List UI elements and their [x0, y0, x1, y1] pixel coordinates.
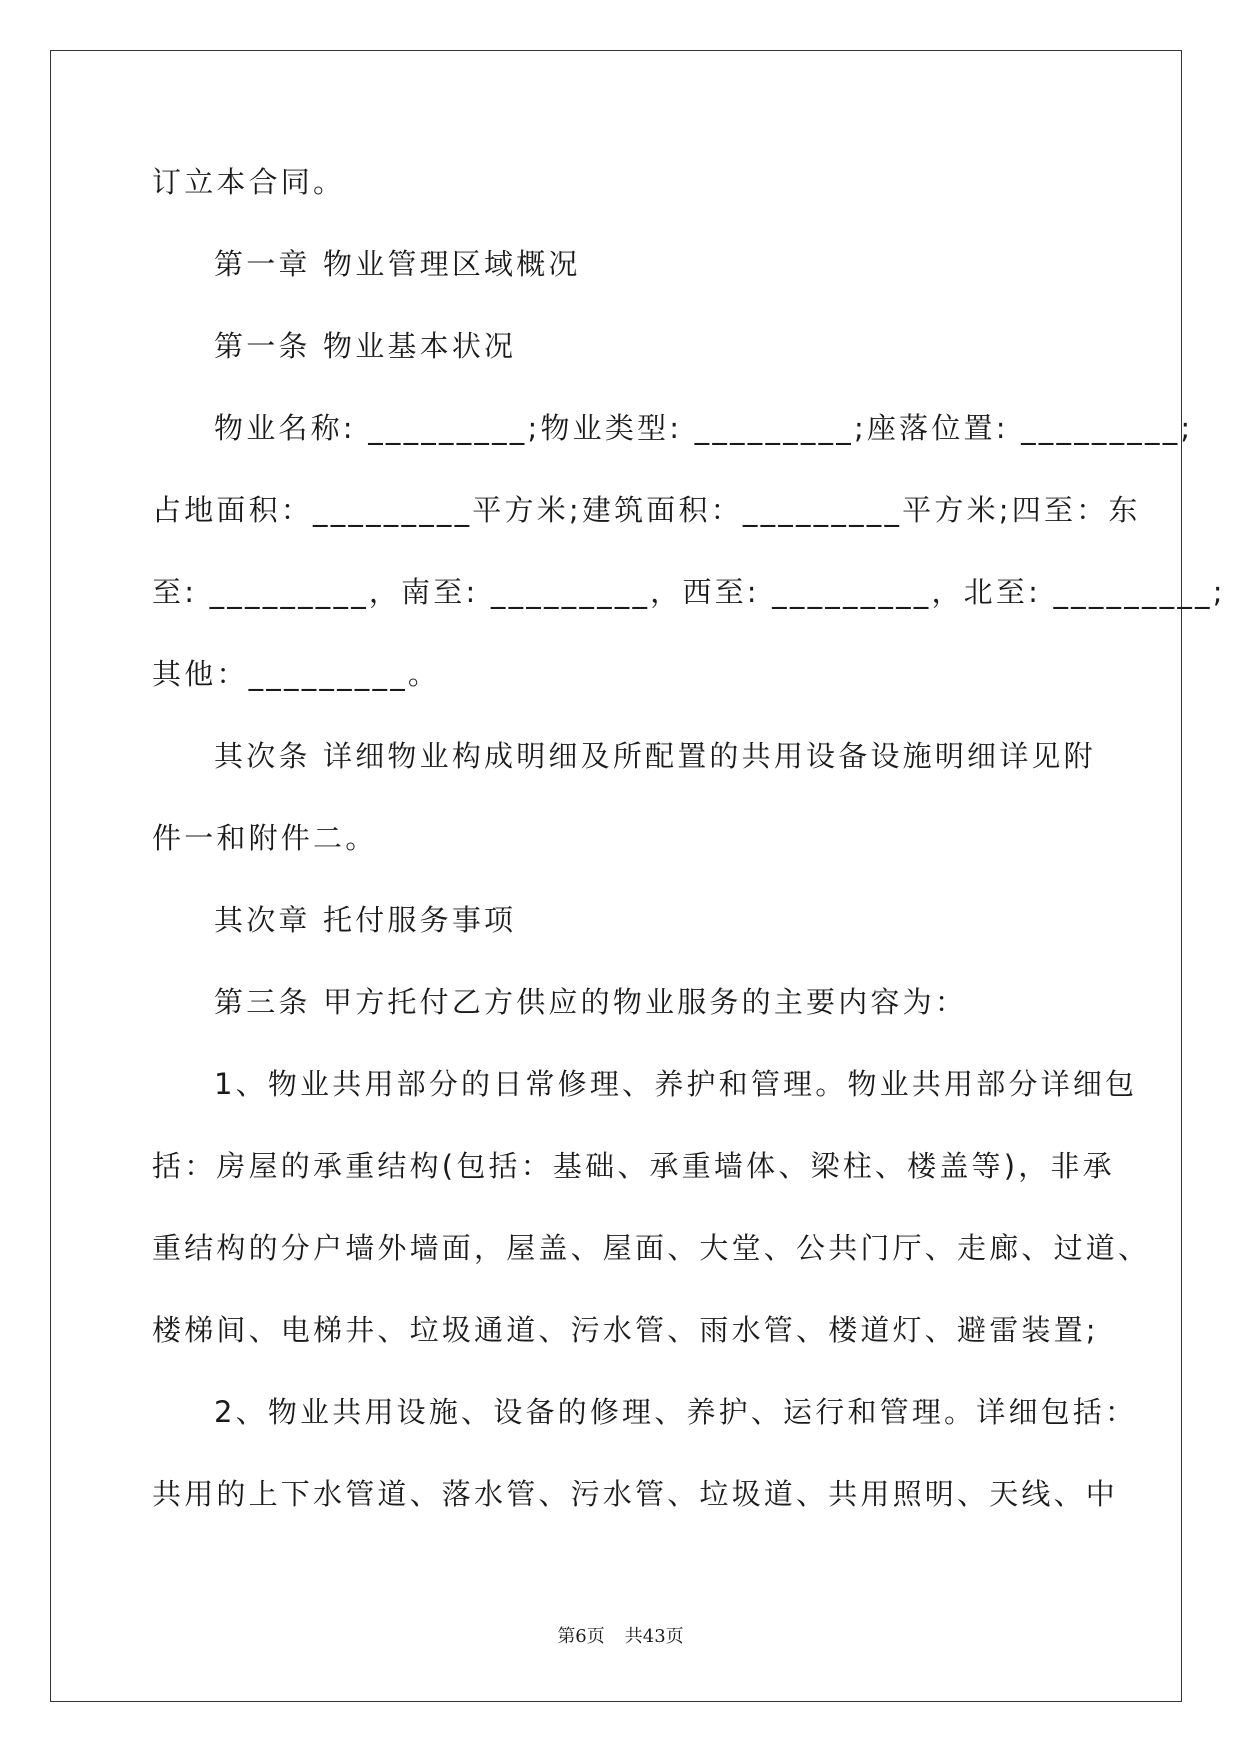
text-line: 物业名称: _________;物业类型: _________;座落位置: _________;: [214, 411, 1194, 445]
text-line: 楼梯间、电梯井、垃圾通道、污水管、雨水管、楼道灯、避雷装置;: [152, 1313, 1099, 1347]
text-line: 件一和附件二。: [152, 821, 378, 855]
document-body: [152, 162, 1226, 1556]
text-line: 重结构的分户墙外墙面，屋盖、屋面、大堂、公共门厅、走廊、过道、: [152, 1231, 1151, 1265]
text-line: 1、物业共用部分的日常修理、养护和管理。物业共用部分详细包: [214, 1067, 1138, 1101]
page-footer: [0, 1625, 1241, 1649]
article-heading: 第三条 甲方托付乙方供应的物业服务的主要内容为：: [214, 985, 968, 1019]
page-total: 共43页: [624, 1626, 684, 1647]
text-line: 共用的上下水管道、落水管、污水管、垃圾道、共用照明、天线、中: [152, 1477, 1119, 1511]
text-line: 订立本合同。: [152, 165, 346, 199]
text-line: 占地面积：_________平方米;建筑面积：_________平方米;四至：东: [152, 493, 1141, 527]
text-line: 其他：_________。: [152, 657, 441, 691]
text-line: 其次条 详细物业构成明细及所配置的共用设备设施明细详见附: [214, 739, 1096, 773]
page-number: 第6页: [557, 1626, 605, 1647]
chapter-heading: 其次章 托付服务事项: [214, 903, 517, 937]
text-line: 括：房屋的承重结构(包括：基础、承重墙体、梁柱、楼盖等)，非承: [152, 1149, 1115, 1183]
article-heading: 第一条 物业基本状况: [214, 329, 517, 363]
chapter-heading: 第一章 物业管理区域概况: [214, 247, 581, 281]
text-line: 2、物业共用设施、设备的修理、养护、运行和管理。详细包括：: [214, 1395, 1138, 1429]
text-line: 至: _________，南至: _________，西至: _________，北至: _________;: [152, 575, 1226, 609]
